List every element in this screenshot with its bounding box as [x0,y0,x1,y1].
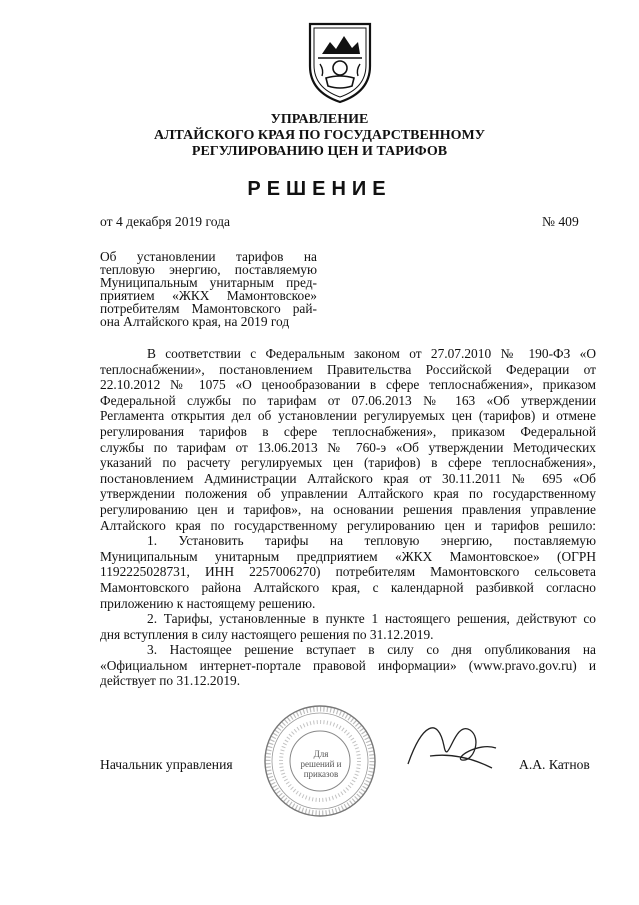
preamble-paragraph [100,346,596,533]
official-stamp [262,703,378,819]
body-line: дня вступления в силу настоящего решения по 31.12.2019. [100,626,434,642]
decision-body [100,346,596,689]
signatory-position: Начальник управления [100,757,233,772]
subject-line: приятием «ЖКХ Мамонтовское» [100,288,317,303]
handwritten-signature [400,712,520,784]
body-line: 1. Установить тарифы на тепловую энергию, поставляемую [147,533,596,549]
body-line: Регламента открытия дел об установлении регулируемых цен (тарифов) и отмене [100,408,596,424]
subject-line: тепловую энергию, поставляемую [100,262,317,277]
signatory-name: А.А. Катнов [519,757,590,772]
document-type-title: РЕШЕНИЕ [247,178,392,200]
coat-of-arms-emblem [300,18,380,104]
body-line: утверждении положения об управлении Алтайского края по государственному [100,486,596,502]
item-3-paragraph [100,642,596,689]
item-2-paragraph [100,611,596,642]
stamp-text: Для решений и приказов [300,749,342,779]
body-line: 2. Тарифы, установленные в пункте 1 настоящего решения, действуют со [147,611,596,627]
body-line: Мамонтовского района Алтайского края, с календарной разбивкой согласно [100,579,596,595]
body-line: службы по тарифам от 13.06.2013 № 760-э «Об утверждении Методических [100,439,596,455]
body-line: указаний по расчету регулируемых цен (тарифов) в сфере теплоснабжения», [100,455,596,471]
subject-line: она Алтайского края, на 2019 год [100,314,290,329]
body-line: Алтайского края по государственному регулированию цен и тарифов решило: [100,517,596,533]
item-1-paragraph [100,533,596,611]
body-line: 3. Настоящее решение вступает в силу со дня опубликования на [147,642,596,658]
body-line: Муниципальным унитарным предприятием «ЖКХ Мамонтовское» (ОГРН [100,548,596,564]
body-line: регулированию цен и тарифов», на основании решения правления управление [100,501,596,517]
body-line: теплоснабжении», постановлением Правительства Российской Федерации от [100,361,596,377]
body-line: Федеральной службы по тарифам от 07.06.2013 № 163 «Об утверждении [100,392,596,408]
subject-block [100,250,317,328]
body-line: регулирования тарифов в сфере теплоснабжения», приказом Федеральной [100,423,596,439]
org-name-line-3: РЕГУЛИРОВАНИЮ ЦЕН И ТАРИФОВ [191,144,448,159]
body-line: В соответствии с Федеральным законом от 27.07.2010 № 190-ФЗ «О [147,346,596,361]
subject-line: Об установлении тарифов на [100,249,317,264]
document-number: № 409 [542,214,579,229]
subject-line: Муниципальным унитарным пред- [100,275,317,290]
document-date: от 4 декабря 2019 года [100,214,231,229]
org-name-line-2: АЛТАЙСКОГО КРАЯ ПО ГОСУДАРСТВЕННОМУ [154,128,485,143]
subject-line: потребителям Мамонтовского рай- [100,301,317,316]
org-name-line-1: УПРАВЛЕНИЕ [270,112,369,127]
body-line: 22.10.2012 № 1075 «О ценообразовании в сфере теплоснабжения», приказом [100,377,596,393]
body-line: 1192225028731, ИНН 2257006270) потребителям Мамонтовского сельсовета [100,564,596,580]
body-line: действует по 31.12.2019. [100,673,241,689]
body-line: «Официальном интернет-портале правовой информации» (www.pravo.gov.ru) и [100,657,596,673]
body-line: приложению к настоящему решению. [100,595,316,611]
body-line: постановлением Администрации Алтайского края от 30.11.2011 № 695 «Об [100,470,596,486]
